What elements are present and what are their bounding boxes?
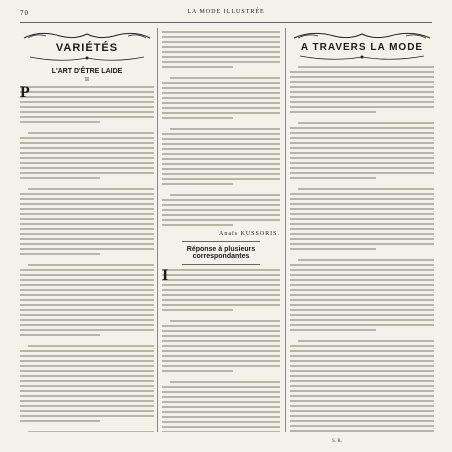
article-body-continued <box>162 31 280 226</box>
mode-article-body <box>290 66 434 432</box>
drop-cap: P <box>20 84 30 101</box>
column-separator <box>285 28 286 432</box>
running-head <box>20 8 432 20</box>
journal-title: LA MODE ILLUSTRÉE <box>187 9 265 15</box>
header-rule <box>20 22 432 23</box>
ornament-flourish-icon <box>290 53 434 63</box>
column-right <box>290 28 434 432</box>
article-title: L'ART D'ÊTRE LAIDE <box>51 68 123 75</box>
section-divider <box>182 264 260 265</box>
mode-heading <box>290 28 434 63</box>
correspondence-body <box>162 269 280 432</box>
ornament-flourish-icon <box>290 28 434 42</box>
varietes-heading <box>20 28 154 83</box>
section-title: VARIÉTÉS <box>55 42 119 54</box>
column-left <box>20 28 154 432</box>
section-divider <box>182 241 260 242</box>
ornament-flourish-icon <box>20 54 154 64</box>
column-separator <box>157 28 158 432</box>
author-signature: Anaïs KUSSORIS. <box>218 231 280 237</box>
ornament-flourish-icon <box>20 28 154 42</box>
footer-mark: S. R. <box>332 439 342 444</box>
section-title: A TRAVERS LA MODE <box>300 42 424 53</box>
article-body <box>20 86 154 432</box>
page-number: 70 <box>20 9 29 17</box>
column-middle <box>162 28 280 432</box>
article-part: II <box>85 77 89 83</box>
correspondence-heading: Réponse à plusieurs correspondantes <box>186 246 256 260</box>
drop-cap: I <box>162 267 169 284</box>
